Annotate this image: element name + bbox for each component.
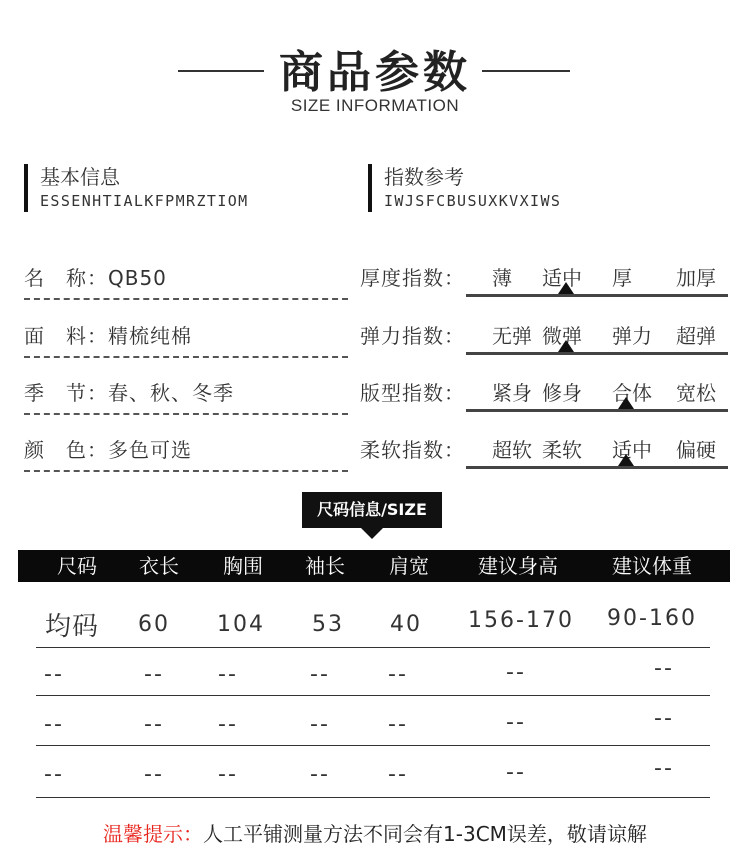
index-option: 厚 [612, 266, 632, 290]
index-option: 超弹 [676, 324, 716, 348]
measurement-tip [0, 818, 750, 847]
index-indicator-icon [618, 397, 634, 409]
index-indicator-icon [558, 282, 574, 294]
table-cell: -- [144, 662, 164, 687]
table-cell: 156-170 [468, 608, 574, 633]
basic-info-row [24, 377, 348, 417]
index-indicator-icon [618, 454, 634, 466]
index-row-softness [360, 434, 730, 474]
table-row [36, 600, 710, 648]
size-info-badge: 尺码信息/SIZE [302, 492, 442, 528]
badge-pointer [361, 528, 383, 539]
index-row-thickness [360, 262, 730, 302]
index-option: 加厚 [676, 266, 716, 290]
column-header: 尺码 [57, 554, 97, 578]
table-cell: -- [388, 762, 408, 787]
index-option: 无弹 [492, 324, 532, 348]
dashed-divider [24, 356, 348, 358]
index-label: 弹力指数： [360, 324, 465, 348]
table-cell: 40 [390, 612, 422, 637]
basic-info-subtitle: ESSENHTIALKFPMRZTIOM [40, 192, 249, 210]
basic-info-row [24, 320, 348, 360]
title-divider-left [178, 70, 264, 72]
column-header: 衣长 [139, 554, 179, 578]
index-scale-line [466, 352, 728, 355]
dashed-divider [24, 298, 348, 300]
index-row-elasticity [360, 320, 730, 360]
index-label: 版型指数： [360, 381, 465, 405]
index-row-fit [360, 377, 730, 417]
index-option: 紧身 [492, 381, 532, 405]
table-cell: -- [654, 656, 674, 681]
table-cell: -- [388, 662, 408, 687]
table-cell: -- [218, 712, 238, 737]
table-cell: 90-160 [607, 606, 697, 631]
column-header: 肩宽 [389, 554, 429, 578]
basic-info-row [24, 434, 348, 474]
table-cell: -- [44, 662, 64, 687]
table-row [36, 750, 710, 798]
index-option: 微弹 [542, 324, 582, 348]
table-cell: -- [44, 762, 64, 787]
column-header: 胸围 [223, 554, 263, 578]
table-cell: 104 [217, 612, 265, 637]
row-divider [36, 745, 710, 746]
table-row [36, 648, 710, 696]
table-cell: -- [388, 712, 408, 737]
basic-info-text: 名 称：QB50 [24, 266, 167, 290]
index-option: 宽松 [676, 381, 716, 405]
row-divider [36, 797, 710, 798]
index-ref-heading [368, 164, 561, 212]
column-header: 袖长 [305, 554, 345, 578]
column-header: 建议体重 [612, 554, 692, 578]
index-option: 超软 [492, 438, 532, 462]
page-title: 商品参数 [279, 47, 471, 98]
table-cell: -- [506, 660, 526, 685]
index-option: 偏硬 [676, 438, 716, 462]
index-option: 修身 [542, 381, 582, 405]
index-label: 柔软指数： [360, 438, 465, 462]
index-option: 柔软 [542, 438, 582, 462]
table-cell: -- [218, 762, 238, 787]
table-cell: -- [654, 706, 674, 731]
basic-info-text: 面 料：精梳纯棉 [24, 324, 192, 348]
basic-info-text: 季 节：春、秋、冬季 [24, 381, 234, 405]
table-cell: -- [506, 710, 526, 735]
table-cell: 53 [312, 612, 344, 637]
index-ref-subtitle: IWJSFCBUSUXKVXIWS [384, 192, 562, 210]
basic-info-title: 基本信息 [40, 165, 120, 189]
index-scale-line [466, 294, 728, 297]
table-cell: 60 [138, 612, 170, 637]
index-scale-line [466, 466, 728, 469]
index-option: 薄 [492, 266, 512, 290]
title-divider-right [482, 70, 570, 72]
index-option: 适中 [542, 266, 582, 290]
basic-info-text: 颜 色：多色可选 [24, 438, 192, 462]
index-option: 合体 [612, 381, 652, 405]
row-divider [36, 695, 710, 696]
table-cell: -- [44, 712, 64, 737]
table-cell: -- [310, 662, 330, 687]
index-scale-line [466, 409, 728, 412]
table-cell: 均码 [44, 612, 99, 642]
tip-label: 温馨提示： [103, 822, 204, 846]
index-label: 厚度指数： [360, 266, 465, 290]
table-cell: -- [310, 762, 330, 787]
table-cell: -- [218, 662, 238, 687]
basic-info-heading [24, 164, 249, 212]
page-subtitle: SIZE INFORMATION [290, 96, 460, 115]
table-cell: -- [144, 712, 164, 737]
table-cell: -- [310, 712, 330, 737]
dashed-divider [24, 413, 348, 415]
size-table-header [18, 550, 730, 582]
index-ref-title: 指数参考 [384, 165, 464, 189]
index-indicator-icon [558, 340, 574, 352]
table-cell: -- [506, 760, 526, 785]
table-cell: -- [654, 756, 674, 781]
table-cell: -- [144, 762, 164, 787]
dashed-divider [24, 470, 348, 472]
tip-text: 人工平铺测量方法不同会有1-3CM误差，敬请谅解 [203, 822, 647, 846]
page-title-block [0, 28, 750, 98]
index-option: 弹力 [612, 324, 652, 348]
table-row [36, 698, 710, 746]
column-header: 建议身高 [478, 554, 558, 578]
index-option: 适中 [612, 438, 652, 462]
basic-info-row [24, 262, 348, 302]
